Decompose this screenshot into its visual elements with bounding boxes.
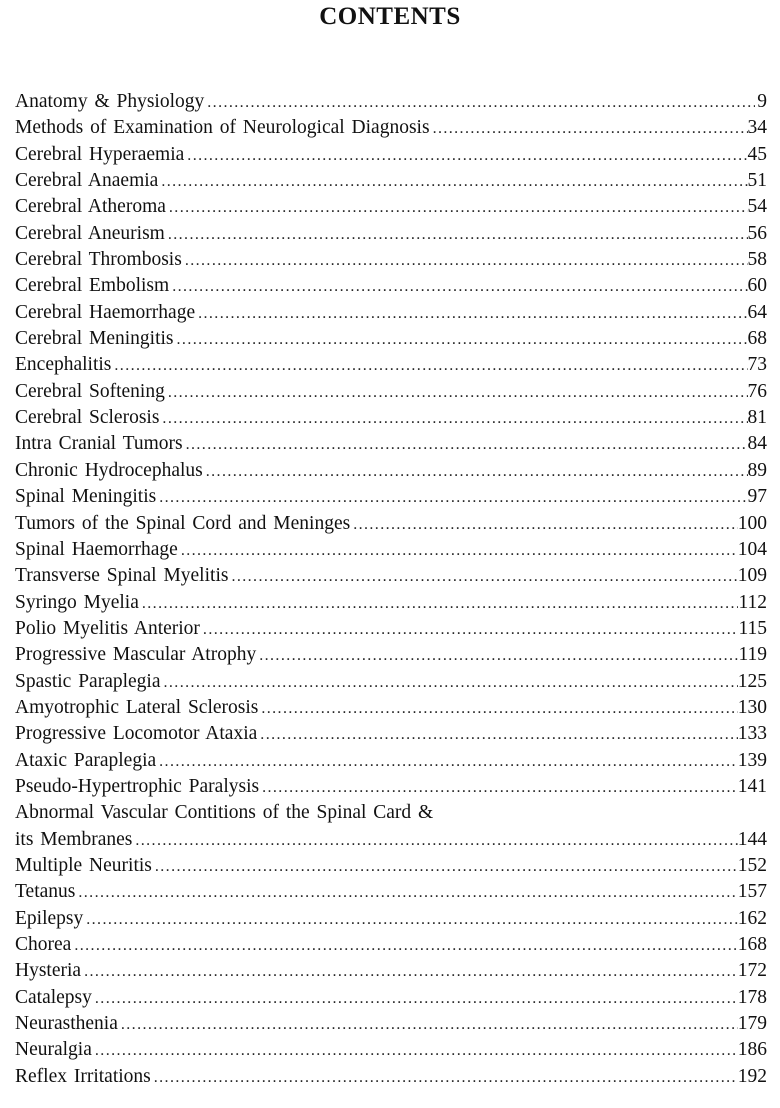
toc-entry-title: Cerebral Anaemia (15, 170, 159, 192)
toc-entry-title: Spinal Meningitis (15, 486, 157, 508)
toc-entry-title: Encephalitis (15, 354, 112, 376)
toc-entry-title: Cerebral Aneurism (15, 222, 165, 244)
toc-entry-title: Chorea (15, 934, 72, 955)
toc-entry-title: Cerebral Embolism (15, 275, 170, 297)
toc-entry-page-number: 97 (747, 486, 767, 508)
toc-entry-title: Progressive Mascular Atrophy (15, 644, 257, 666)
toc-entry-title: Spastic Paraplegia (15, 670, 161, 692)
toc-entry (15, 563, 767, 589)
toc-entry-page-number: 152 (737, 854, 767, 876)
toc-entry-page-number: 84 (747, 433, 767, 455)
toc-entry (15, 616, 767, 642)
toc-entry (15, 1037, 767, 1063)
dot-leader (71, 933, 737, 958)
toc-entry (15, 352, 767, 378)
dot-leader (257, 722, 737, 747)
toc-entry-title: Neurasthenia (15, 1013, 118, 1035)
toc-entry-page-number: 89 (747, 459, 767, 481)
toc-entry-title: Spinal Haemorrhage (15, 538, 178, 560)
toc-entry-page-number: 186 (737, 1039, 767, 1061)
toc-entry (15, 194, 767, 220)
toc-entry-page-number: 178 (737, 986, 767, 1008)
dot-leader (165, 222, 748, 247)
toc-entry (15, 985, 767, 1011)
dot-leader (118, 1012, 738, 1037)
dot-leader (183, 432, 748, 457)
toc-entry (15, 379, 767, 405)
dot-leader (156, 485, 747, 510)
toc-entry (15, 273, 767, 299)
toc-entry-page-number: 119 (738, 644, 767, 666)
toc-entry (15, 590, 767, 616)
toc-entry (15, 247, 767, 273)
toc-entry (15, 774, 767, 800)
toc-entry (15, 431, 767, 457)
toc-entry-page-number: 34 (747, 117, 767, 139)
dot-leader (159, 406, 747, 431)
dot-leader (92, 986, 738, 1011)
dot-leader (165, 380, 748, 405)
toc-entry (15, 115, 767, 141)
toc-entry (15, 721, 767, 747)
toc-entry-page-number: 115 (738, 617, 767, 639)
page-title: CONTENTS (319, 3, 461, 30)
toc-entry-title: Reflex Irritations (15, 1065, 151, 1087)
toc-entry-title: Tumors of the Spinal Cord and Meninges (15, 512, 351, 534)
toc-entry (15, 142, 767, 168)
dot-leader (195, 301, 747, 326)
toc-entry-title: Tetanus (15, 881, 76, 903)
toc-entry (15, 906, 767, 932)
toc-entry (15, 958, 767, 984)
toc-entry (15, 326, 767, 352)
toc-entry-page-number: 56 (747, 222, 767, 244)
toc-entry-title: Cerebral Thrombosis (15, 249, 182, 271)
toc-entry-page-number: 141 (737, 775, 767, 797)
toc-entry-page-number: 112 (738, 591, 767, 613)
dot-leader (152, 854, 738, 879)
toc-entry-page-number: 100 (737, 512, 767, 534)
dot-leader (204, 90, 755, 115)
toc-entry-page-number: 172 (737, 960, 767, 982)
toc-entry (15, 800, 767, 826)
table-of-contents (15, 89, 767, 1090)
toc-entry-page-number: 162 (737, 907, 767, 929)
dot-leader (111, 353, 747, 378)
toc-entry-page-number: 157 (737, 881, 767, 903)
toc-entry-title: Neuralgia (15, 1039, 92, 1061)
dot-leader (228, 564, 737, 589)
toc-entry (15, 405, 767, 431)
dot-leader (81, 959, 738, 984)
toc-entry-title: Pseudo-Hypertrophic Paralysis (15, 775, 260, 797)
dot-leader (203, 459, 748, 484)
toc-entry-title: Multiple Neuritis (15, 854, 152, 876)
toc-entry-page-number: 64 (747, 301, 767, 323)
toc-entry-title: Syringo Myelia (15, 591, 139, 613)
toc-entry-title: Cerebral Atheroma (15, 196, 166, 218)
toc-entry (15, 458, 767, 484)
dot-leader (166, 195, 748, 220)
toc-entry (15, 853, 767, 879)
dot-leader (256, 643, 738, 668)
dot-leader (350, 512, 738, 537)
toc-entry-page-number: 51 (747, 170, 767, 192)
toc-entry (15, 932, 767, 958)
toc-entry-page-number: 76 (747, 380, 767, 402)
dot-leader (151, 1065, 738, 1090)
toc-entry-title: Methods of Examination of Neurological Diagnosis (15, 117, 430, 139)
toc-entry-title: Cerebral Sclerosis (15, 407, 160, 429)
toc-entry (15, 168, 767, 194)
toc-entry-page-number: 179 (737, 1013, 767, 1035)
toc-entry-title: Cerebral Softening (15, 380, 165, 402)
toc-entry (15, 221, 767, 247)
toc-entry-title: Hysteria (15, 960, 82, 982)
toc-entry (15, 695, 767, 721)
dot-leader (174, 327, 748, 352)
toc-entry-title: Cerebral Hyperaemia (15, 143, 185, 165)
dot-leader (182, 248, 748, 273)
dot-leader (83, 907, 738, 932)
toc-entry (15, 1064, 767, 1090)
toc-entry-page-number: 60 (747, 275, 767, 297)
toc-entry-page-number: 192 (737, 1065, 767, 1087)
toc-entry-title: Cerebral Meningitis (15, 328, 174, 350)
dot-leader (92, 1038, 738, 1063)
toc-entry-title: Catalepsy (15, 986, 92, 1008)
dot-leader (178, 538, 738, 563)
toc-entry (15, 537, 767, 563)
toc-entry-title: Progressive Locomotor Ataxia (15, 723, 258, 745)
toc-entry (15, 827, 767, 853)
dot-leader (139, 591, 739, 616)
toc-entry-page-number: 133 (737, 723, 767, 745)
dot-leader (132, 828, 737, 853)
toc-entry-page-number: 144 (737, 828, 767, 850)
dot-leader (200, 617, 739, 642)
toc-entry (15, 89, 767, 115)
dot-leader (158, 169, 747, 194)
toc-entry-title: Amyotrophic Lateral Sclerosis (15, 696, 259, 718)
toc-entry-title: Abnormal Vascular Contitions of the Spinal Card & (15, 802, 434, 824)
toc-entry-page-number: 125 (737, 670, 767, 692)
toc-entry-title: Anatomy & Physiology (15, 91, 205, 112)
toc-entry-title: Intra Cranial Tumors (15, 433, 183, 455)
toc-entry-title: Epilepsy (15, 907, 84, 929)
toc-entry-page-number: 58 (747, 249, 767, 271)
toc-entry (15, 748, 767, 774)
toc-entry-title: its Membranes (15, 828, 133, 850)
dot-leader (156, 749, 738, 774)
toc-entry-page-number: 104 (737, 538, 767, 560)
toc-entry-title: Ataxic Paraplegia (15, 749, 157, 771)
dot-leader (75, 880, 737, 905)
toc-entry-page-number: 73 (747, 354, 767, 376)
toc-entry-page-number: 45 (747, 143, 767, 165)
toc-entry (15, 642, 767, 668)
toc-entry (15, 300, 767, 326)
toc-entry (15, 484, 767, 510)
toc-entry-page-number: 168 (737, 934, 767, 955)
toc-entry-page-number: 130 (737, 696, 767, 718)
toc-entry-page-number: 54 (747, 196, 767, 218)
toc-entry-page-number: 139 (737, 749, 767, 771)
dot-leader (259, 775, 738, 800)
toc-entry-title: Cerebral Haemorrhage (15, 301, 196, 323)
toc-entry-page-number: 9 (757, 91, 767, 112)
dot-leader (430, 116, 748, 141)
toc-entry-page-number: 68 (747, 328, 767, 350)
dot-leader (258, 696, 737, 721)
dot-leader (161, 670, 738, 695)
toc-entry-page-number: 109 (737, 565, 767, 587)
dot-leader (184, 143, 747, 168)
toc-entry-page-number: 81 (747, 407, 767, 429)
toc-entry (15, 1011, 767, 1037)
toc-entry (15, 511, 767, 537)
toc-entry-title: Chronic Hydrocephalus (15, 459, 203, 481)
toc-entry (15, 669, 767, 695)
dot-leader (169, 274, 747, 299)
toc-entry-title: Polio Myelitis Anterior (15, 617, 200, 639)
toc-entry-title: Transverse Spinal Myelitis (15, 565, 229, 587)
toc-entry (15, 879, 767, 905)
